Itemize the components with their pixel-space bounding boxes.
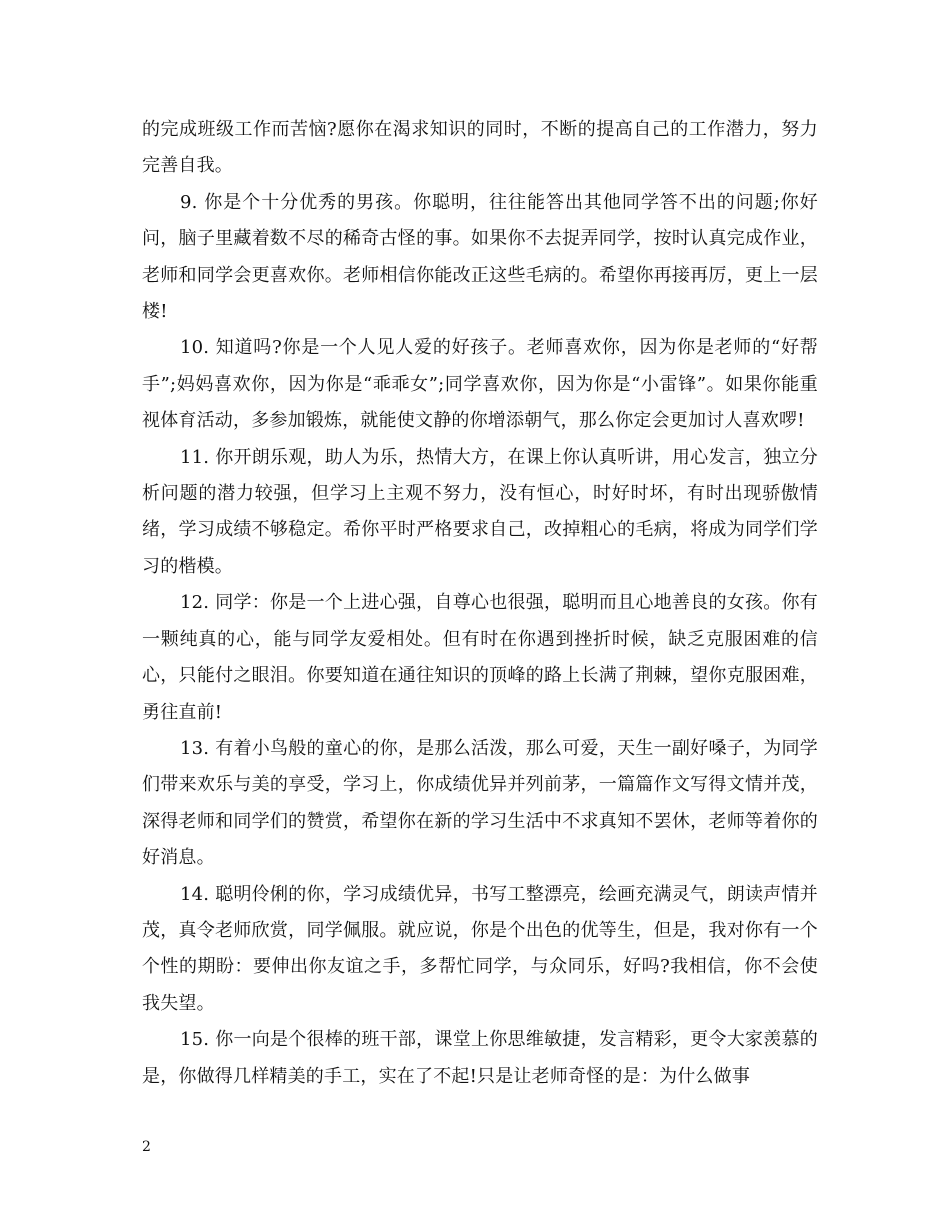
page-number: 2 <box>142 1139 151 1155</box>
paragraph: 14. 聪明伶俐的你，学习成绩优异，书写工整漂亮，绘画充满灵气，朗读声情并茂，真令老师欣赏，同学佩服。就应说，你是个出色的优等生，但是，我对你有一个个性的期盼：要伸出你友谊之手，多帮忙同学，与众同乐，好吗?我相信，你不会使我失望。 <box>142 883 818 1014</box>
paragraph: 10. 知道吗?你是一个人见人爱的好孩子。老师喜欢你，因为你是老师的“好帮手”;妈妈喜欢你，因为你是“乖乖女”;同学喜欢你，因为你是“小雷锋”。如果你能重视体育活动，多参加锻炼，就能使文静的你增添朝气，那么你定会更加讨人喜欢啰! <box>142 337 818 432</box>
paragraph: 11. 你开朗乐观，助人为乐，热情大方，在课上你认真听讲，用心发言，独立分析问题的潜力较强，但学习上主观不努力，没有恒心，时好时坏，有时出现骄傲情绪，学习成绩不够稳定。希你平时严格要求自己，改掉粗心的毛病，将成为同学们学习的楷模。 <box>142 446 818 577</box>
paragraph: 15. 你一向是个很棒的班干部，课堂上你思维敏捷，发言精彩，更令大家羡慕的是，你做得几样精美的手工，实在了不起!只是让老师奇怪的是：为什么做事 <box>142 1029 818 1087</box>
paragraph: 9. 你是个十分优秀的男孩。你聪明，往往能答出其他同学答不出的问题;你好问，脑子里藏着数不尽的稀奇古怪的事。如果你不去捉弄同学，按时认真完成作业，老师和同学会更喜欢你。老师相信你能改正这些毛病的。希望你再接再厉，更上一层楼! <box>142 191 818 323</box>
document-body <box>142 112 818 1095</box>
paragraph: 12. 同学：你是一个上进心强，自尊心也很强，聪明而且心地善良的女孩。你有一颗纯真的心，能与同学友爱相处。但有时在你遇到挫折时候，缺乏克服困难的信心，只能付之眼泪。你要知道在通往知识的顶峰的路上长满了荆棘，望你克服困难，勇往直前! <box>142 592 818 723</box>
paragraph: 13. 有着小鸟般的童心的你，是那么活泼，那么可爱，天生一副好嗓子，为同学们带来欢乐与美的享受，学习上，你成绩优异并列前茅，一篇篇作文写得文情并茂，深得老师和同学们的赞赏，希望你在新的学习生活中不求真知不罢休，老师等着你的好消息。 <box>142 737 818 869</box>
paragraph: 的完成班级工作而苦恼?愿你在渴求知识的同时，不断的提高自己的工作潜力，努力完善自我。 <box>142 119 818 177</box>
